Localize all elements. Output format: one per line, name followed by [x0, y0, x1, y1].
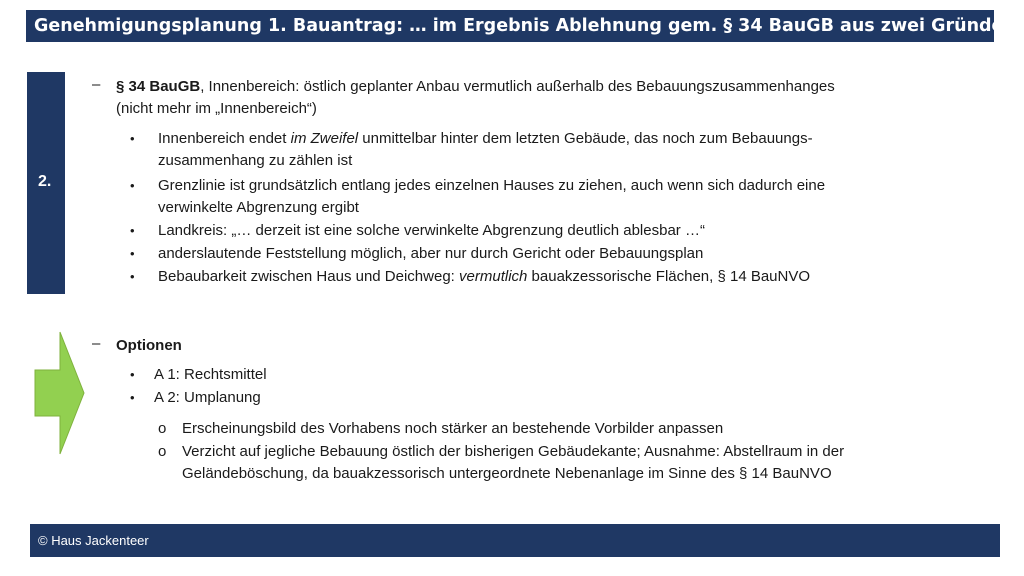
- block2-heading: Optionen: [116, 337, 182, 354]
- section-number-box: [27, 72, 65, 294]
- b1-post: unmittelbar hinter dem letzten Gebäude, das noch zum Bebauungs-: [358, 130, 813, 147]
- dash-bullet: –: [92, 335, 101, 352]
- circle-bullet: o: [158, 443, 167, 460]
- block1-bullet-5: [158, 266, 810, 288]
- block1-bullet-2-line2: verwinkelte Abgrenzung ergibt: [158, 199, 359, 216]
- b5-post: bauakzessorische Flächen, § 14 BauNVO: [527, 268, 811, 285]
- block1-bullet-1-line2: zusammenhang zu zählen ist: [158, 152, 353, 169]
- b5-em: vermutlich: [459, 268, 528, 285]
- footer: © Haus Jackenteer: [30, 524, 1000, 557]
- option-a2-sub2-line2: Geländeböschung, da bauakzessorisch untergeordnete Nebenanlage im Sinne des § 14 BauNVO: [182, 465, 832, 482]
- dash-bullet: –: [92, 76, 101, 93]
- block1-heading-rest: , Innenbereich: östlich geplanter Anbau vermutlich außerhalb des Bebauungszusammenhanges: [200, 78, 835, 95]
- page-title: Genehmigungsplanung 1. Bauantrag: … im Ergebnis Ablehnung gem. § 34 BauGB aus zwei Gründen: [26, 10, 994, 42]
- block1-bullet-2: Grenzlinie ist grundsätzlich entlang jedes einzelnen Hauses zu ziehen, auch wenn sich dadurch eine: [158, 177, 826, 194]
- option-a2-sub2: Verzicht auf jegliche Bebauung östlich der bisherigen Gebäudekante; Ausnahme: Abstellraum in der: [182, 443, 845, 460]
- block1-bullet-1: [158, 128, 813, 150]
- block1-bullet-4: anderslautende Feststellung möglich, aber nur durch Gericht oder Bebauungsplan: [158, 245, 704, 262]
- b1-em: im Zweifel: [290, 130, 359, 147]
- block1-heading: [116, 76, 835, 98]
- bullet-dot: •: [130, 178, 135, 193]
- right-arrow-icon: [34, 330, 86, 456]
- block1-heading-line2: (nicht mehr im „Innenbereich“): [116, 100, 317, 117]
- block1-heading-bold: § 34 BauGB: [116, 78, 201, 95]
- bullet-dot: •: [130, 269, 135, 284]
- bullet-dot: •: [130, 246, 135, 261]
- option-a2: A 2: Umplanung: [154, 389, 261, 406]
- block1-bullet-3: Landkreis: „… derzeit ist eine solche verwinkelte Abgrenzung deutlich ablesbar …“: [158, 222, 705, 239]
- circle-bullet: o: [158, 420, 167, 437]
- b1-pre: Innenbereich endet: [158, 130, 291, 147]
- bullet-dot: •: [130, 223, 135, 238]
- b5-pre: Bebaubarkeit zwischen Haus und Deichweg:: [158, 268, 460, 285]
- option-a2-sub1: Erscheinungsbild des Vorhabens noch stärker an bestehende Vorbilder anpassen: [182, 420, 724, 437]
- bullet-dot: •: [130, 367, 135, 382]
- section-number: 2.: [38, 173, 52, 190]
- bullet-dot: •: [130, 131, 135, 146]
- bullet-dot: •: [130, 390, 135, 405]
- option-a1: A 1: Rechtsmittel: [154, 366, 267, 383]
